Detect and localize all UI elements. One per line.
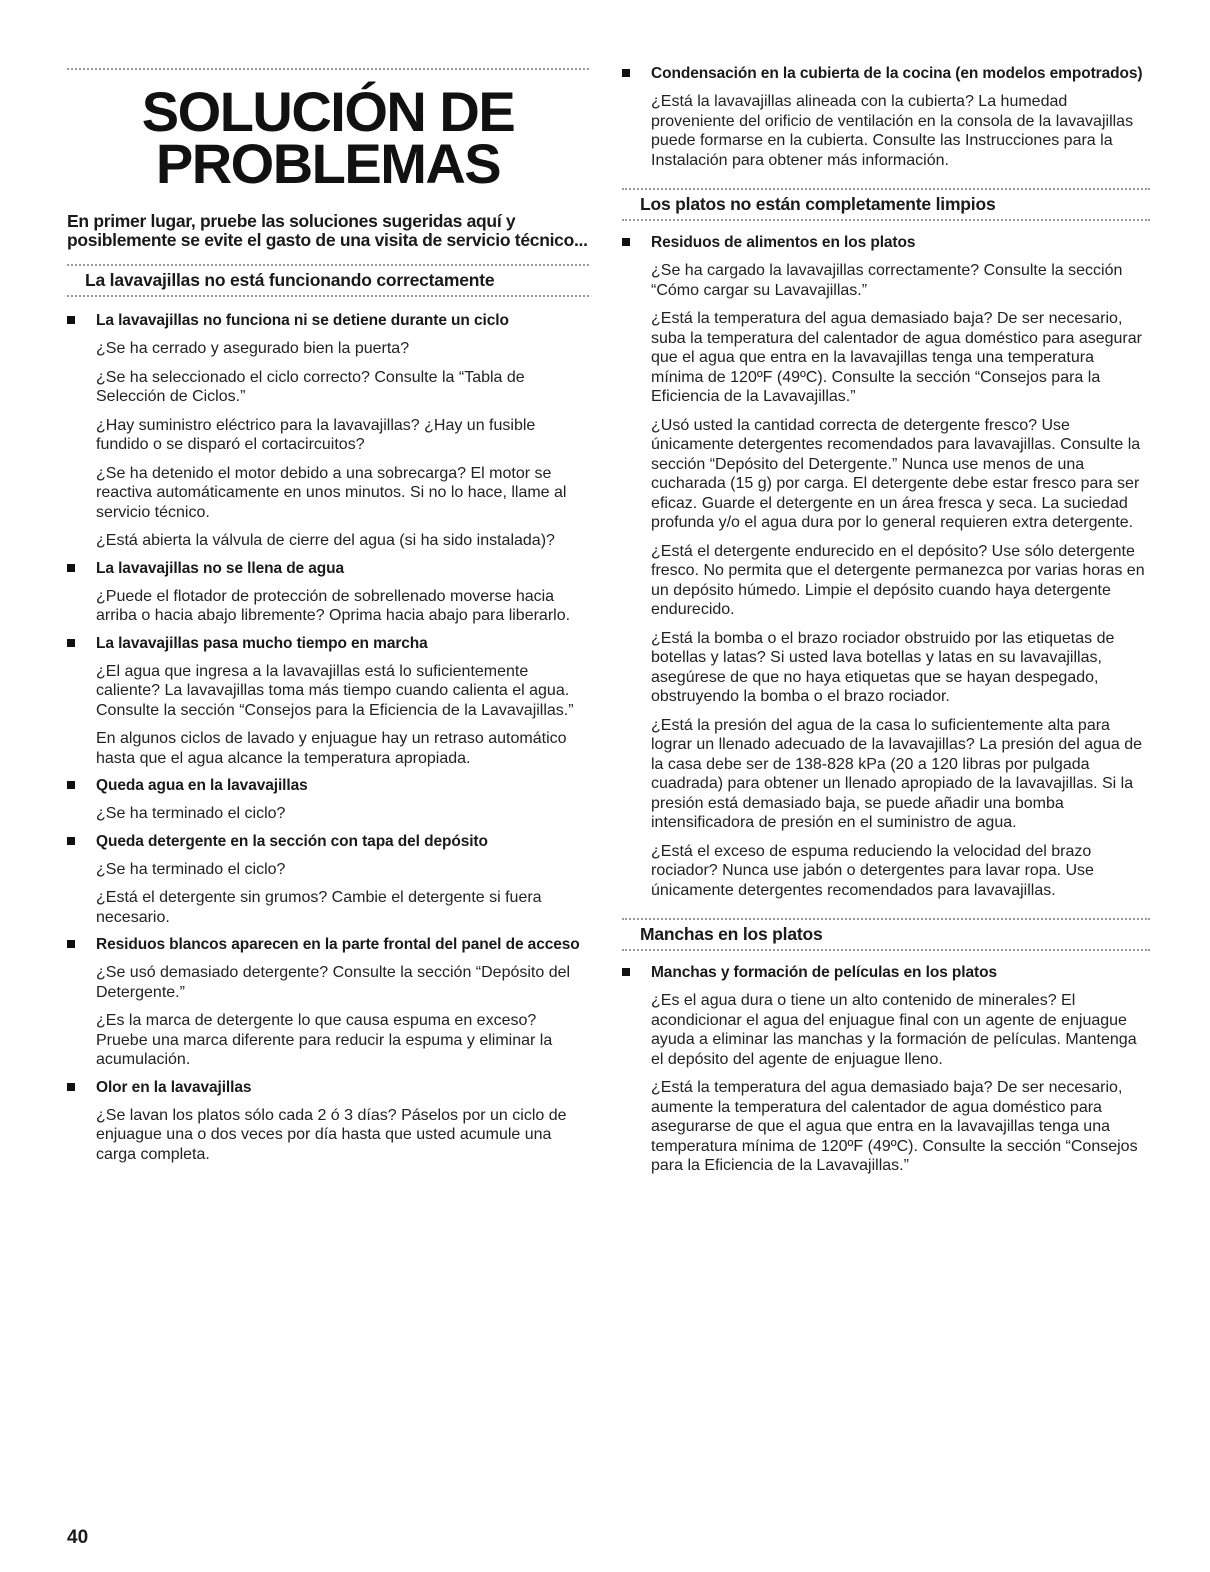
troubleshoot-item (67, 832, 589, 928)
bullet-icon (67, 316, 75, 324)
divider (67, 295, 589, 297)
item-paragraph: En algunos ciclos de lavado y enjuague hay un retraso automático hasta que el agua alcance la temperatura apropiada. (96, 730, 567, 767)
bullet-icon (622, 69, 630, 77)
left-column (67, 0, 589, 1164)
item-paragraph: ¿Se ha terminado el ciclo? (96, 860, 286, 878)
divider (67, 68, 589, 70)
page-number: 40 (67, 1527, 89, 1548)
item-paragraph: ¿Se ha terminado el ciclo? (96, 805, 286, 822)
item-paragraph: ¿Está la temperatura del agua demasiado baja? De ser necesario, aumente la temperatura del calentador de agua doméstico para asegurarse de que el agua que entra en la lavavajillas tenga una temperatura mínima de 120ºF (49ºC). Consulte la sección “Consejos para la Eficiencia de la Lavavajillas.” (651, 1079, 1138, 1174)
troubleshoot-item (67, 559, 589, 626)
item-heading: Residuos de alimentos en los platos (622, 233, 1150, 252)
intro-text: En primer lugar, pruebe las soluciones sugeridas aquí y posiblemente se evite el gasto de una visita de servicio técnico... (67, 211, 588, 250)
bullet-icon (67, 940, 75, 948)
item-heading: La lavavajillas no se llena de agua (67, 559, 589, 578)
item-paragraph: ¿Se ha detenido el motor debido a una sobrecarga? El motor se reactiva automáticamente en unos minutos. Si no lo hace, llame al servicio técnico. (96, 464, 567, 521)
item-paragraph: ¿Está abierta la válvula de cierre del agua (si ha sido instalada)? (96, 532, 555, 549)
item-paragraph: ¿Está el detergente endurecido en el depósito? Use sólo detergente fresco. No permita que el detergente permanezca por varias horas en un depósito húmedo. Limpie el depósito cuando haya detergente endurecido. (651, 542, 1145, 618)
troubleshoot-item (67, 1078, 589, 1165)
item-paragraph: ¿Está la lavavajillas alineada con la cubierta? La humedad proveniente del orificio de ventilación en la consola de la lavavajillas puede formarse en la cubierta. Consulte las Instrucciones para la Instalación para obtener más información. (651, 93, 1134, 169)
troubleshoot-item (622, 963, 1150, 1176)
right-column (622, 0, 1150, 1176)
item-paragraph: ¿Está la bomba o el brazo rociador obstruido por las etiquetas de botellas y latas? Si usted lava botellas y latas en su lavavajillas, asegúrese de que no haya etiquetas que se hayan despegado, obstruyendo la bomba o el brazo rociador. (651, 629, 1115, 705)
troubleshoot-item (67, 935, 589, 1070)
troubleshoot-item (622, 64, 1150, 170)
bullet-icon (67, 639, 75, 647)
divider (622, 219, 1150, 221)
section-title: Los platos no están completamente limpios (640, 194, 996, 214)
bullet-icon (67, 564, 75, 572)
page-title (67, 80, 589, 195)
item-heading: Olor en la lavavajillas (67, 1078, 589, 1097)
bullet-icon (67, 781, 75, 789)
item-paragraph: ¿Está el exceso de espuma reduciendo la velocidad del brazo rociador? Nunca use jabón o detergentes para lavar ropa. Use únicamente detergentes recomendados para lavavajillas. (651, 842, 1094, 899)
item-heading: La lavavajillas pasa mucho tiempo en marcha (67, 634, 589, 653)
item-paragraph: ¿Es la marca de detergente lo que causa espuma en exceso? Pruebe una marca diferente para reducir la espuma y eliminar la acumulación. (96, 1012, 553, 1068)
item-paragraph: ¿Hay suministro eléctrico para la lavavajillas? ¿Hay un fusible fundido o se disparó el cortacircuitos? (96, 416, 536, 453)
item-paragraph: ¿Usó usted la cantidad correcta de detergente fresco? Use únicamente detergentes recomendados para lavavajillas. Consulte la sección “Depósito del Detergente.” Nunca use menos de una cucharada (15 g) por carga. El detergente debe estar fresco para ser eficaz. Guarde el detergente en un área fresca y seca. La suciedad profunda y/o el agua dura por lo general requieren extra detergente. (651, 416, 1141, 531)
bullet-icon (67, 837, 75, 845)
item-paragraph: ¿Se ha seleccionado el ciclo correcto? Consulte la “Tabla de Selección de Ciclos.” (96, 368, 525, 405)
title-line-1: SOLUCIÓN DE (141, 80, 515, 143)
item-paragraph: ¿Se ha cargado la lavavajillas correctamente? Consulte la sección “Cómo cargar su Lavavajillas.” (651, 262, 1123, 299)
item-paragraph: ¿Se usó demasiado detergente? Consulte la sección “Depósito del Detergente.” (96, 964, 571, 1001)
divider (622, 949, 1150, 951)
item-heading: Queda detergente en la sección con tapa del depósito (67, 832, 589, 851)
item-paragraph: ¿Puede el flotador de protección de sobrellenado moverse hacia arriba o hacia abajo libremente? Oprima hacia abajo para liberarlo. (96, 587, 571, 624)
item-paragraph: ¿Se lavan los platos sólo cada 2 ó 3 días? Páselos por un ciclo de enjuague una o dos veces por día hasta que usted acumule una carga completa. (96, 1106, 567, 1163)
item-heading: Residuos blancos aparecen en la parte frontal del panel de acceso (67, 935, 589, 954)
troubleshoot-item (622, 233, 1150, 900)
item-paragraph: ¿Se ha cerrado y asegurado bien la puerta? (96, 340, 410, 357)
item-paragraph: ¿Es el agua dura o tiene un alto contenido de minerales? El acondicionar el agua del enjuague final con un agente de enjuague ayuda a eliminar las manchas y la formación de películas. Mantenga el depósito del agente de enjuague lleno. (651, 992, 1137, 1068)
bullet-icon (622, 238, 630, 246)
item-heading: Queda agua en la lavavajillas (67, 776, 589, 795)
section-title: Manchas en los platos (640, 924, 823, 944)
item-paragraph: ¿Está la presión del agua de la casa lo suficientemente alta para lograr un llenado adecuado de la lavavajillas? La presión del agua de la casa debe ser de 138-828 kPa (20 a 120 libras por pulgada cuadrada) para obtener un llenado apropiado de la lavavajillas. Si la presión está demasiado baja, se puede añadir una bomba intensificadora de presión en el suministro de agua. (651, 716, 1143, 831)
item-heading: Manchas y formación de películas en los platos (622, 963, 1150, 982)
bullet-icon (67, 1083, 75, 1091)
troubleshoot-item (67, 776, 589, 824)
troubleshoot-item (67, 311, 589, 551)
item-paragraph: ¿Está el detergente sin grumos? Cambie el detergente si fuera necesario. (96, 889, 542, 926)
item-paragraph: ¿El agua que ingresa a la lavavajillas está lo suficientemente caliente? La lavavajillas toma más tiempo cuando calienta el agua. Consulte la sección “Consejos para la Eficiencia de la Lavavajillas.” (96, 662, 574, 719)
item-heading: Condensación en la cubierta de la cocina (en modelos empotrados) (622, 64, 1150, 83)
item-heading: La lavavajillas no funciona ni se detiene durante un ciclo (67, 311, 589, 330)
section-title: La lavavajillas no está funcionando correctamente (85, 270, 495, 290)
item-paragraph: ¿Está la temperatura del agua demasiado baja? De ser necesario, suba la temperatura del calentador de agua doméstico para asegurar que el agua que entra en la lavavajillas tenga una temperatura mínima de 120ºF (49ºC). Consulte la sección “Consejos para la Eficiencia de la Lavavajillas.” (651, 310, 1142, 405)
bullet-icon (622, 968, 630, 976)
title-line-2: PROBLEMAS (155, 132, 501, 195)
troubleshoot-item (67, 634, 589, 769)
